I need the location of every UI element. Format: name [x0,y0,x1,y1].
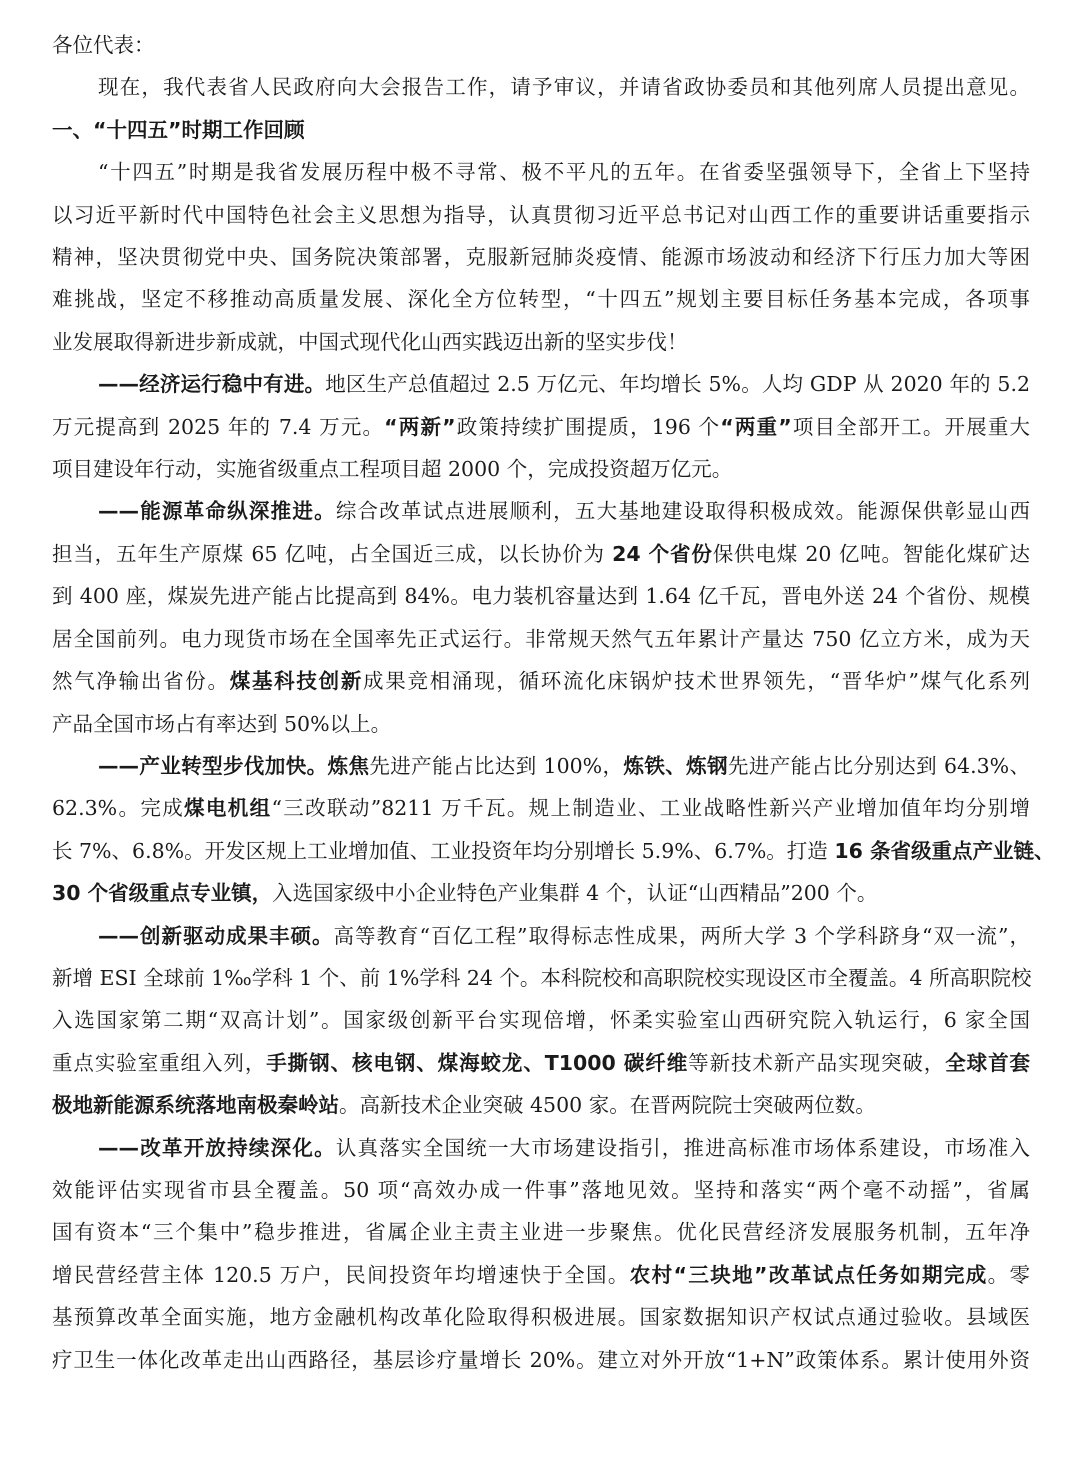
text-line [52,490,1030,532]
text-run: 长 7%、6.8%。开发区规上工业增加值、工业投资年均分别增长 5.9%、6.7%。打造 [52,838,835,863]
text-run: 疗卫生一体化改革走出山西路径，基层诊疗量增长 20%。建立对外开放“1+N”政策体系。累计使用外资 [52,1347,1030,1372]
text-line [52,1084,1030,1126]
text-run: 。高新技术企业突破 4500 家。在晋两院院士突破两位数。 [339,1093,876,1118]
text-line [52,1127,1030,1169]
text-run: 产品全国市场占有率达到 50%以上。 [52,711,392,736]
bold-phrase: “两重” [720,414,792,439]
text-line [52,1339,1030,1381]
text-run: 入选国家第二期“双高计划”。国家级创新平台实现倍增，怀柔实验室山西研究院入轨运行，6 家全国 [52,1008,1030,1033]
salutation [52,24,1030,66]
text-line [52,151,1030,193]
text-run: “十四五”时期是我省发展历程中极不寻常、极不平凡的五年。在省委坚强领导下，全省上下坚持 [98,160,1030,185]
text-run: 以习近平新时代中国特色社会主义思想为指导，认真贯彻习近平总书记对山西工作的重要讲话重要指示 [52,202,1030,227]
text-run: 成果竞相涌现，循环流化床锅炉技术世界领先，“晋华炉”煤气化系列 [363,669,1031,694]
text-line [52,363,1030,405]
text-line [52,194,1030,236]
bold-phrase: ——经济运行稳中有进。 [98,372,326,397]
section-heading [52,109,1030,151]
text-run: 效能评估实现省市县全覆盖。50 项“高效办成一件事”落地见效。坚持和落实“两个毫不动摇”，省属 [52,1177,1030,1202]
bold-phrase: ——创新驱动成果丰硕。 [98,923,334,948]
text-line [52,66,1030,108]
text-run: 担当，五年生产原煤 65 亿吨，占全国近三成，以长协价为 [52,541,613,566]
text-run: 重点实验室重组入列， [52,1050,267,1075]
bold-phrase: 农村“三块地”改革试点任务如期完成 [629,1262,988,1287]
text-run: 政策持续扩围提质，196 个 [455,414,721,439]
text-line [52,703,1030,745]
text-line [52,278,1030,320]
text-line [52,533,1030,575]
text-line [52,448,1030,490]
text-run: 等新技术新产品实现突破， [688,1050,946,1075]
text-run: 到 400 座，煤炭先进产能占比提高到 84%。电力装机容量达到 1.64 亿千瓦，晋电外送 24 个省份、规模 [52,584,1030,609]
text-line [52,999,1030,1041]
text-run: 地区生产总值超过 2.5 万亿元、年均增长 5%。人均 GDP 从 2020 年的 5.2 [325,372,1031,397]
text-run: 项目全部开工。开展重大 [791,414,1031,439]
text-line [52,872,1030,914]
text-run: 62.3%。完成 [52,796,185,821]
text-run: 先进产能占比达到 100%， [369,753,624,778]
bold-phrase: “两新” [384,414,456,439]
text-run: 保供电煤 20 亿吨。智能化煤矿达 [712,541,1030,566]
text-run: 先进产能占比分别达到 64.3%、 [728,753,1031,778]
text-run: 一、“十四五”时期工作回顾 [52,117,305,142]
text-run: 基预算改革全面实施，地方金融机构改革化险取得积极进展。国家数据知识产权试点通过验收。县域医 [52,1305,1030,1330]
text-run: 国有资本“三个集中”稳步推进，省属企业主责主业进一步聚焦。优化民营经济发展服务机制，五年净 [52,1220,1030,1245]
text-run: 增民营经营主体 120.5 万户，民间投资年均增速快于全国。 [52,1262,630,1287]
text-line [52,575,1030,617]
bold-phrase: 煤基科技创新 [229,669,364,694]
text-line [52,830,1055,872]
bold-phrase: 全球首套 [945,1050,1031,1075]
text-line [52,236,1030,278]
text-line [52,745,1030,787]
text-run: 项目建设年行动，实施省级重点工程项目超 2000 个，完成投资超万亿元。 [52,457,733,482]
text-line [52,1296,1030,1338]
text-run: 认真落实全国统一大市场建设指引，推进高标准市场体系建设，市场准入 [335,1135,1031,1160]
text-run: 精神，坚决贯彻党中央、国务院决策部署，克服新冠肺炎疫情、能源市场波动和经济下行压力加大等困 [52,245,1030,270]
text-line [52,321,1030,363]
bold-phrase: ——改革开放持续深化。 [98,1135,336,1160]
text-line [52,406,1030,448]
bold-phrase: ——能源革命纵深推进。 [98,499,336,524]
text-line [52,787,1030,829]
bold-phrase: ——产业转型步伐加快。 [98,753,328,778]
text-run: 万元提高到 2025 年的 7.4 万元。 [52,414,385,439]
text-line [52,1169,1030,1211]
text-line [52,957,1030,999]
bold-phrase: 炼铁、炼钢 [623,753,728,778]
text-run: 高等教育“百亿工程”取得标志性成果，两所大学 3 个学科跻身“双一流”， [333,923,1030,948]
text-run: 综合改革试点进展顺利，五大基地建设取得积极成效。能源保供彰显山西 [335,499,1031,524]
text-line [52,1042,1030,1084]
text-line [52,660,1030,702]
text-run: “三改联动”8211 万千瓦。规上制造业、工业战略性新兴产业增加值年均分别增 [271,796,1030,821]
bold-phrase: 炼焦 [327,753,370,778]
bold-phrase: 24 个省份 [612,541,713,566]
text-run: 新增 ESI 全球前 1‰学科 1 个、前 1%学科 24 个。本科院校和高职院校实现设区市全覆盖。4 所高职院校 [52,965,1032,990]
bold-phrase: 16 条省级重点产业链、 [834,838,1055,863]
text-run: 各位代表： [52,33,155,57]
text-line [52,618,1030,660]
text-run: 居全国前列。电力现货市场在全国率先正式运行。非常规天然气五年累计产量达 750 亿立方米，成为天 [52,626,1030,651]
text-run: 入选国家级中小企业特色产业集群 4 个，认证“山西精品”200 个。 [272,881,878,906]
text-run: 。零 [987,1262,1031,1287]
text-line [52,915,1030,957]
bold-phrase: 手撕钢、核电钢、煤海蛟龙、T1000 碳纤维 [266,1050,689,1075]
bold-phrase: 30 个省级重点专业镇， [52,881,273,906]
text-run: 然气净输出省份。 [52,669,230,694]
text-line [52,1211,1030,1253]
text-line [52,1254,1030,1296]
text-run: 业发展取得新进步新成就，中国式现代化山西实践迈出新的坚实步伐！ [52,329,688,354]
text-run: 现在，我代表省人民政府向大会报告工作，请予审议，并请省政协委员和其他列席人员提出意见。 [98,75,1030,100]
bold-phrase: 煤电机组 [184,796,272,821]
bold-phrase: 极地新能源系统落地南极秦岭站 [52,1093,339,1118]
text-run: 难挑战，坚定不移推动高质量发展、深化全方位转型，“十四五”规划主要目标任务基本完成，各项事 [52,287,1030,312]
